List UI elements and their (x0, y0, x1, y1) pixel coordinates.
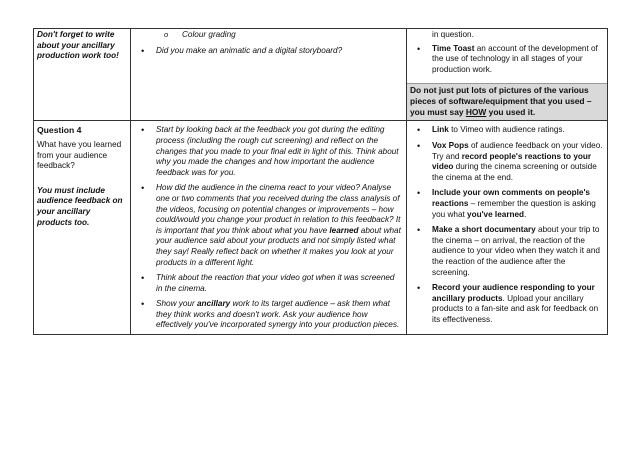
bullet-vox-pops: • Vox Pops of audience feedback on your video. Try and record people's reactions to your video during the cinema screening or outside the cinema at the end. (432, 141, 604, 183)
bullet-documentary: • Make a short documentary about your trip to the cinema – on arrival, the reaction of the audience to your video when they watch it and the reaction of the audience after the screening. (432, 225, 604, 278)
ancillary-reminder: Don't forget to write about your ancillary production work too! (37, 30, 119, 61)
bullet-cinema-reaction: • How did the audience in the cinema react to your video? Analyse one or two comments that you received during the class analysis of the videos, focusing on potential changes or improvements – how could/would you change your product in relation to this feedback? It is important that you think about what you have learned about what your audience said about your products and not simply listed what they say! Really reflect back on whether it makes you look at your products in a different light. (156, 183, 403, 268)
row1-col3-cell (407, 29, 608, 121)
row1-col1-cell (34, 29, 131, 121)
bullet-list (134, 125, 403, 331)
bullet-ancillary-audience: • Show your ancillary work to its target audience – ask them what they think works and doesn't work. Ask your audience how effectively you've incorporated synergy into your production pieces. (156, 299, 403, 331)
continuation-text: in question. (432, 30, 474, 39)
table-row (34, 121, 608, 335)
bullet-vimeo-link: • Link to Vimeo with audience ratings. (432, 125, 604, 136)
bullet-own-comments: • Include your own comments on people's reactions – remember the question is asking you what you've learned. (432, 188, 604, 220)
bullet-editing-feedback: • Start by looking back at the feedback you got during the editing process (including the rough cut screening) and reflect on the changes that you made to your final edit in light of this. Think about why you made the changes and how important the audience feedback was for you. (156, 125, 403, 178)
bullet-time-toast: • Time Toast an account of the development of the use of technology in all stages of your production work. (432, 44, 604, 76)
bullet-list (410, 44, 604, 76)
guidance-table (33, 28, 608, 335)
bullet-animatic: • Did you make an animatic and a digital storyboard? (156, 46, 403, 57)
bullet-list (134, 46, 403, 57)
shaded-warning: Do not just put lots of pictures of the various pieces of software/equipment that you used – you must say HOW you used it. (407, 83, 607, 120)
bullet-list (410, 125, 604, 325)
bullet-screening-reaction: • Think about the reaction that your video got when it was screened in the cinema. (156, 273, 403, 294)
question-note: You must include audience feedback on your ancillary products too. (37, 185, 123, 227)
row2-col1-cell (34, 121, 131, 335)
row2-col3-cell (407, 121, 608, 335)
sub-list (134, 30, 403, 41)
sub-item-colour-grading: o Colour grading (182, 30, 403, 41)
table-row (34, 29, 608, 121)
row2-col2-cell (131, 121, 407, 335)
row1-col2-cell (131, 29, 407, 121)
bullet-record-audience: • Record your audience responding to your ancillary products. Upload your ancillary products to a fan-site and ask for feedback on its effectiveness. (432, 283, 604, 325)
question-title: Question 4 (37, 125, 82, 136)
question-text: What have you learned from your audience feedback? (37, 139, 122, 171)
